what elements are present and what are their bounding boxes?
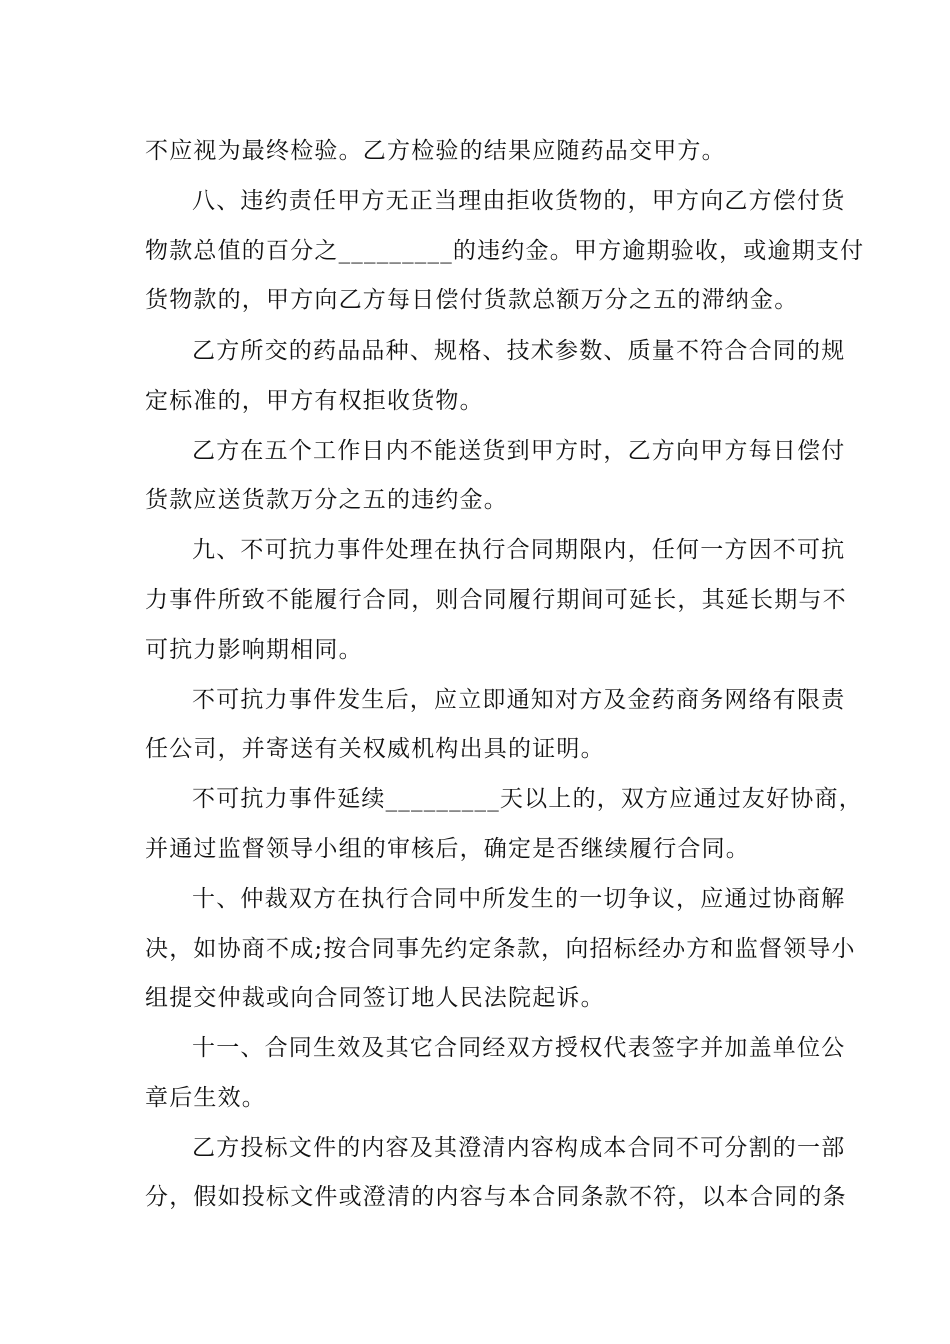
text-line: 并通过监督领导小组的审核后，确定是否继续履行合同。 <box>145 836 750 862</box>
text-line: 决，如协商不成;按合同事先约定条款，向招标经办方和监督领导小 <box>145 936 856 962</box>
text-line: 货物款的，甲方向乙方每日偿付货款总额万分之五的滞纳金。 <box>145 287 799 313</box>
text-line: 不应视为最终检验。乙方检验的结果应随药品交甲方。 <box>145 138 726 164</box>
text-line: 八、违约责任甲方无正当理由拒收货物的，甲方向乙方偿付货 <box>192 188 846 214</box>
text-line: 章后生效。 <box>145 1085 266 1111</box>
text-line: 可抗力影响期相同。 <box>145 637 363 663</box>
text-line: 九、不可抗力事件处理在执行合同期限内，任何一方因不可抗 <box>192 537 846 563</box>
text-line: 力事件所致不能履行合同，则合同履行期间可延长，其延长期与不 <box>145 587 847 613</box>
text-line: 组提交仲裁或向合同签订地人民法院起诉。 <box>145 985 605 1011</box>
text-line: 十、仲裁双方在执行合同中所发生的一切争议，应通过协商解 <box>192 886 846 912</box>
text-line: 任公司，并寄送有关权威机构出具的证明。 <box>145 736 605 762</box>
text-line: 乙方所交的药品品种、规格、技术参数、质量不符合合同的规 <box>192 338 846 364</box>
text-line: 物款总值的百分之_________的违约金。甲方逾期验收，或逾期支付 <box>145 238 865 264</box>
text-line: 不可抗力事件发生后，应立即通知对方及金药商务网络有限责 <box>192 687 846 713</box>
text-line: 乙方投标文件的内容及其澄清内容构成本合同不可分割的一部 <box>192 1135 846 1161</box>
text-line: 不可抗力事件延续_________天以上的，双方应通过友好协商， <box>192 786 863 812</box>
text-line: 十一、合同生效及其它合同经双方授权代表签字并加盖单位公 <box>192 1035 846 1061</box>
text-line: 分，假如投标文件或澄清的内容与本合同条款不符，以本合同的条 <box>145 1184 847 1210</box>
text-line: 定标准的，甲方有权拒收货物。 <box>145 388 484 414</box>
text-line: 乙方在五个工作日内不能送货到甲方时，乙方向甲方每日偿付 <box>192 438 846 464</box>
text-line: 货款应送货款万分之五的违约金。 <box>145 487 508 513</box>
